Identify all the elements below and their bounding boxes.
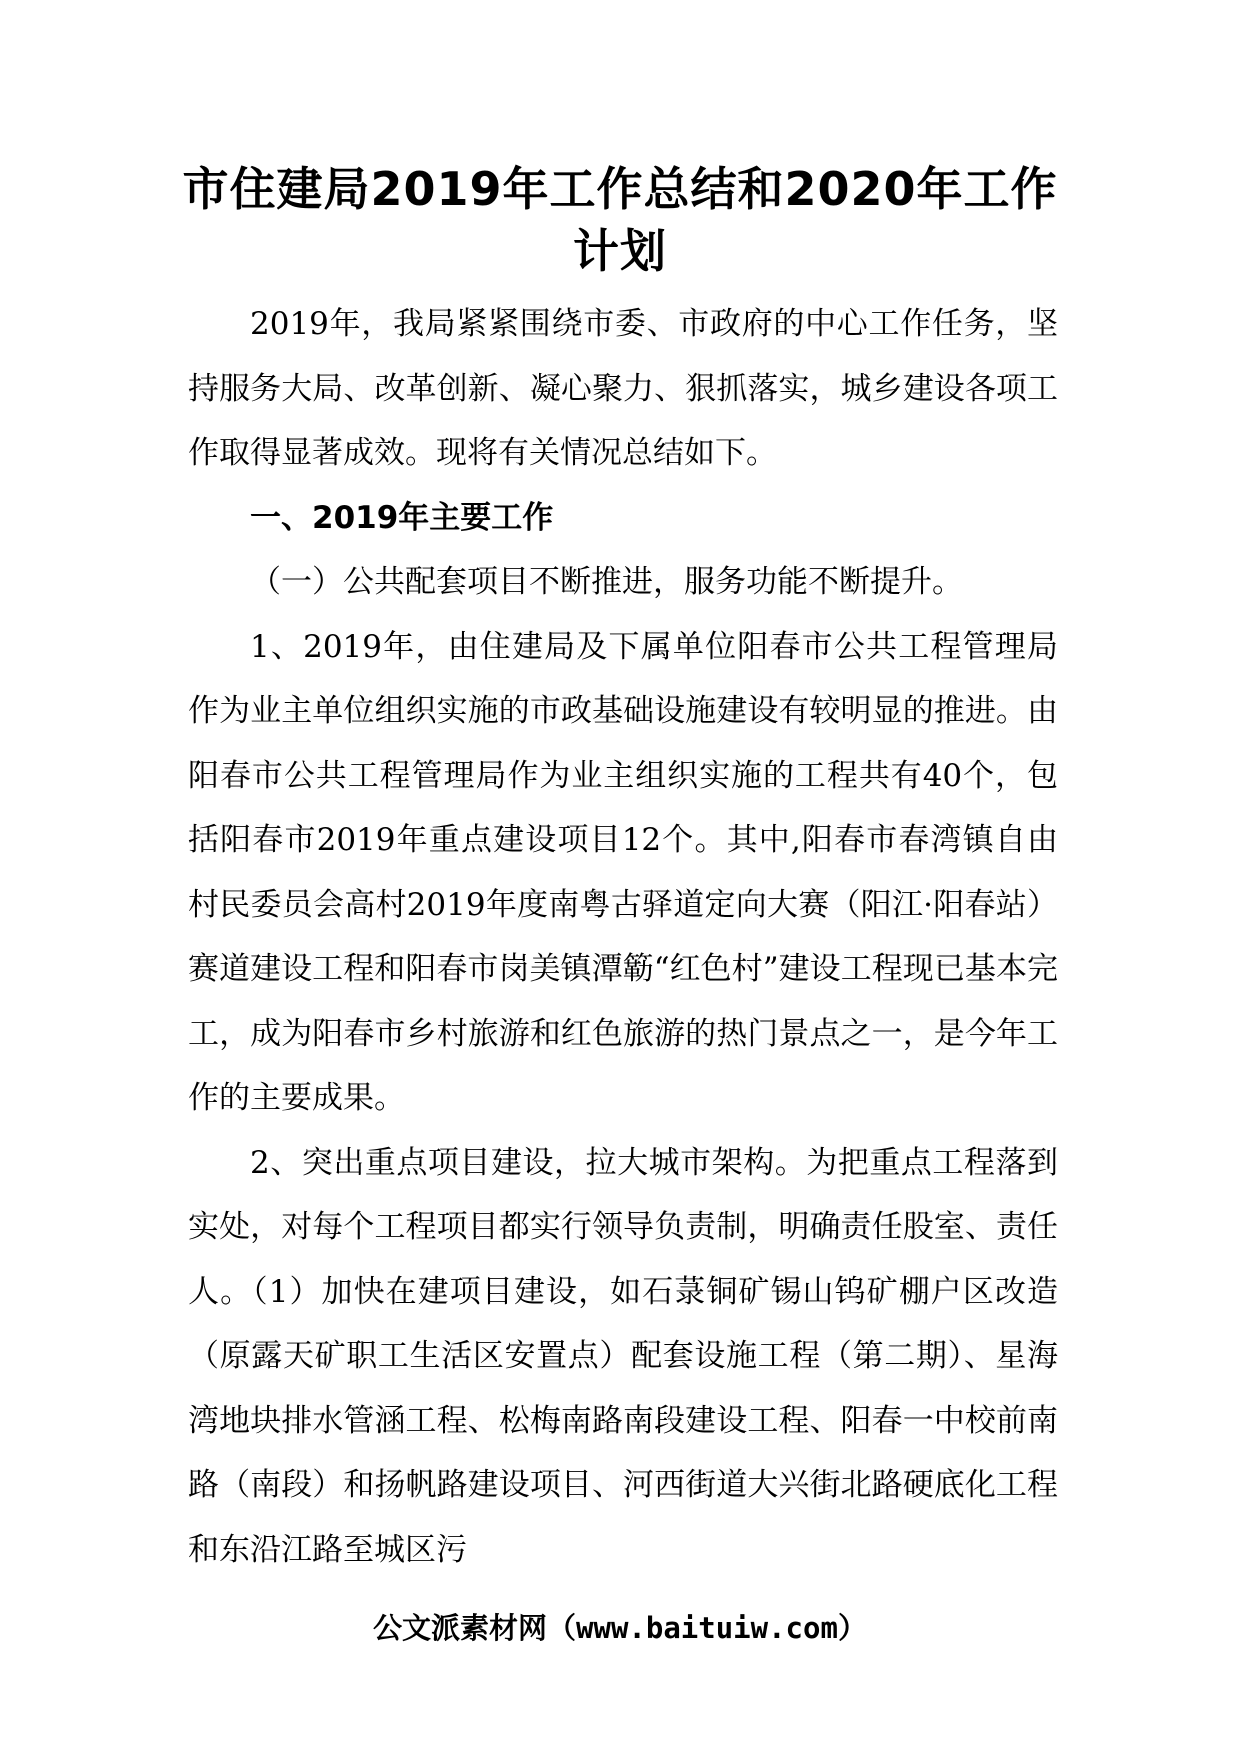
subsection-heading: （一）公共配套项目不断推进，服务功能不断提升。 xyxy=(250,564,963,600)
page-footer: 公文派素材网（www.baituiw.com） xyxy=(373,1611,867,1645)
body-paragraph-2: 2、突出重点项目建设，拉大城市架构。为把重点工程落到实处，对每个工程项目都实行领导负责制，明确责任股室、责任人。（1）加快在建项目建设，如石菉铜矿锡山钨矿棚户区改造（原露天矿职工生活区安置点）配套设施工程（第二期）、星海湾地块排水管涵工程、松梅南路南段建设工程、阳春一中校前南路（南段）和扬帆路建设项目、河西街道大兴街北路硬底化工程和东沿江路至城区污 xyxy=(188,1144,1058,1568)
body-paragraph-1: 1、2019年，由住建局及下属单位阳春市公共工程管理局作为业主单位组织实施的市政基础设施建设有较明显的推进。由阳春市公共工程管理局作为业主组织实施的工程共有40个，包括阳春市2019年重点建设项目12个。其中,阳春市春湾镇自由村民委员会高村2019年度南粤古驿道定向大赛（阳江·阳春站）赛道建设工程和阳春市岗美镇潭簕“红色村”建设工程现已基本完工，成为阳春市乡村旅游和红色旅游的热门景点之一，是今年工作的主要成果。 xyxy=(188,628,1058,1116)
section-heading: 一、2019年主要工作 xyxy=(250,499,554,536)
intro-paragraph: 2019年，我局紧紧围绕市委、市政府的中心工作任务，坚持服务大局、改革创新、凝心聚力、狠抓落实，城乡建设各项工作取得显著成效。现将有关情况总结如下。 xyxy=(188,306,1058,471)
document-title: 市住建局2019年工作总结和2020年工作计划 xyxy=(182,162,1058,278)
document-body xyxy=(188,292,1058,1582)
